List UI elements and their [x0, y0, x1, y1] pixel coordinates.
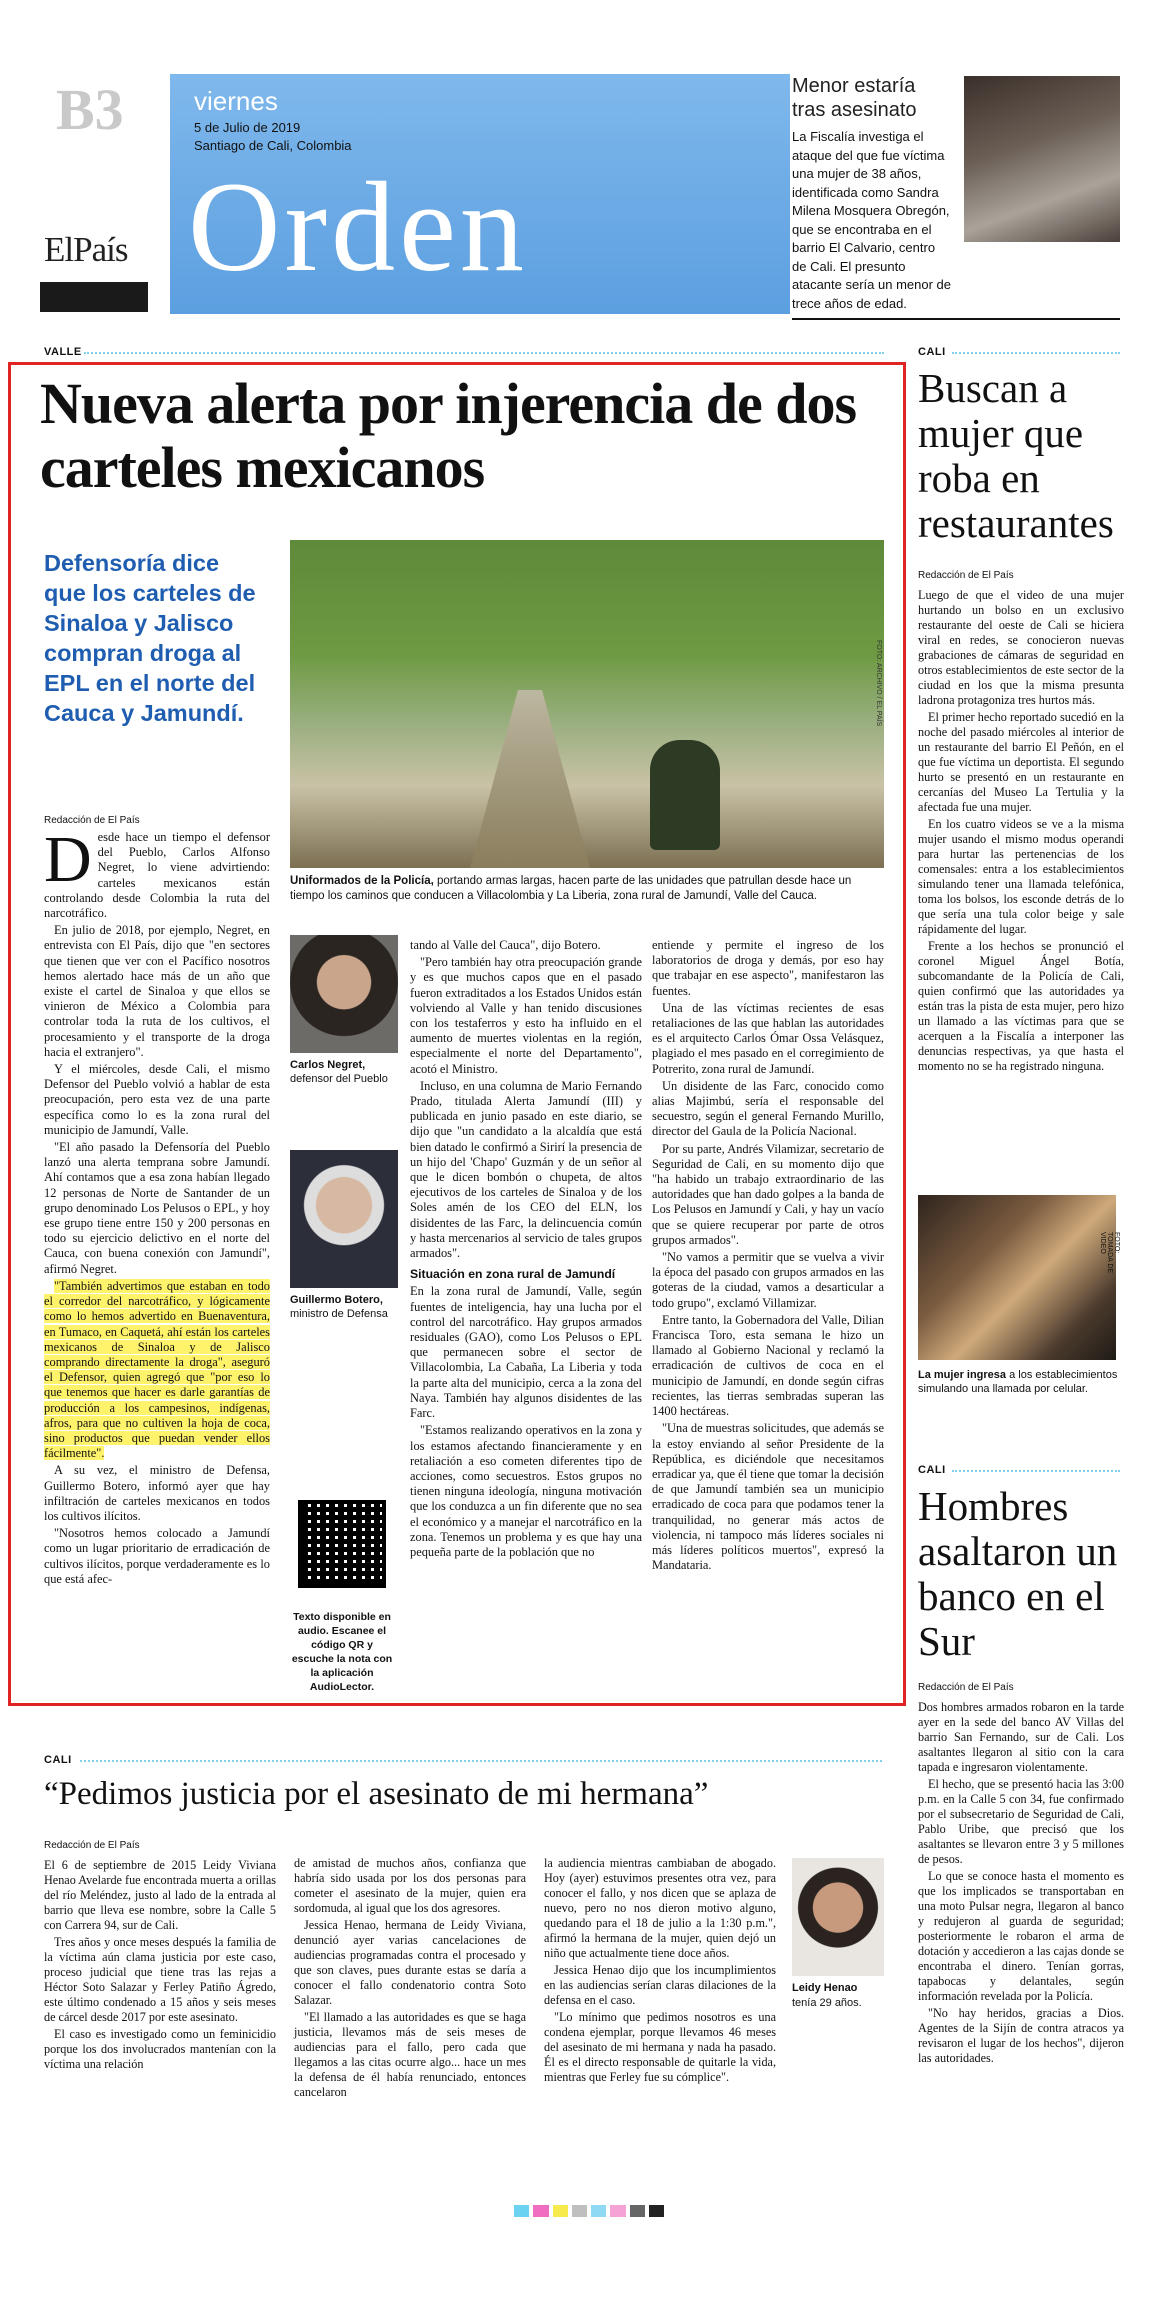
side1-p1: Luego de que el video de una mujer hurtando un bolso en un exclusivo restaurante del oeste de Cali se hiciera viral en redes, se conocieron nuevas grabaciones de cámaras de seguridad en otros establecimientos de este sector de la ciudad en los que la misma presunta ladrona protagoniza tres hurtos más.: [918, 588, 1124, 707]
brand-logo: ElPaís: [44, 230, 128, 269]
bottom-kicker-rule: [80, 1760, 882, 1762]
portrait-name: Guillermo Botero,: [290, 1294, 383, 1306]
bottom-c2p3: "El llamado a las autoridades es que se haga justicia, llevamos más de seis meses de audiencias para el fallo, pero cada que llegamos a las citas ocurre algo... hace un mes la defensa de él había renunciado, entonces cancelaron: [294, 2010, 526, 2099]
main-c3p5: "Estamos realizando operativos en la zona y los estamos afectando financieramente y en retaliación a eso cometen diferentes tipo de acciones, como secuestros. Estos grupos no tienen ninguna ideología, ninguna motivación que los conduzca a un fin diferente que no sea el económico y a manejar el narcotráfico en la zona. Tenemos un problema y es que hay una pequeña parte de la población que no: [410, 1423, 642, 1559]
main-c1p2: En julio de 2018, por ejemplo, Negret, en entrevista con El País, dijo que "en sectores que tienen que ver con el Pacífico nosotros hemos alertado hace más de un año que existe el cartel de Sinaloa y que ellos se vinieron de México a Colombia para controlar toda la ruta de los cultivos, el procesamiento y el transporte de la droga hacia el extranjero".: [44, 923, 270, 1059]
side2-body: [918, 1700, 1124, 2068]
side1-kicker-rule: [952, 352, 1120, 354]
portrait-negret: [290, 935, 398, 1053]
main-kicker: VALLE: [44, 346, 82, 358]
main-photo: [290, 540, 884, 868]
side1-p2: El primer hecho reportado sucedió en la noche del pasado miércoles al interior de un restaurante del barrio El Peñón, en el que fue víctima un deportista. El segundo hurto se presentó en un restaurante en cercanías del Museo La Tertulia y la afectada fue una mujer.: [918, 710, 1124, 814]
side2-p3: Lo que se conoce hasta el momento es que los implicados se transportaban en una moto Pulsar negra, llegaron al banco y redujeron al guarda de seguridad; posteriormente le robaron el arma de dotación y accedieron a las cajas donde se encontraba el dinero. Tenían gorras, tapabocas y delantales, según información revelada por la Policía.: [918, 1869, 1124, 2003]
main-c3p3: Incluso, en una columna de Mario Fernando Prado, titulada Alerta Jamundí (III) y publicada en junio pasado en este diario, se dijo que "un candidato a la alcaldía que está bien datado le confirmó a Sirirí la presencia de un hijo del 'Chapo' Guzmán y de un señor al que le dicen bombón o chupeta, de altos ejecutivos de los carteles de Sinaloa y de los Soles amén de los CEO del ELN, los disidentes de las Farc, la delincuencia común y hasta mercenarios al servicio de tales grupos armados".: [410, 1078, 642, 1261]
side1-headline: Buscan a mujer que roba en restaurantes: [918, 365, 1114, 546]
teaser-photo: [964, 76, 1120, 242]
side1-body: [918, 588, 1124, 1076]
main-c4p1: entiende y permite el ingreso de los laboratorios de droga y demás, por eso hay que trabajar en ese aspecto", manifestaron las fuentes.: [652, 938, 884, 998]
main-c1p3: Y el miércoles, desde Cali, el mismo Defensor del Pueblo volvió a hablar de esta preocupación, pero esta vez de una parte específica como lo es la zona rural del municipio de Jamundí, Valle.: [44, 1062, 270, 1137]
side2-p4: "No hay heridos, gracias a Dios. Agentes de la Sijín de contra atracos ya revisaron el lugar de los hechos", dijeron las autoridades.: [918, 2006, 1124, 2065]
side1-caption: [918, 1368, 1124, 1396]
portrait-leidy-role: tenía 29 años.: [792, 1997, 862, 2009]
main-c4p6: Entre tanto, la Gobernadora del Valle, Dilian Francisca Toro, esta semana le hizo un llamado al Gobierno Nacional y reclamó la erradicación de cultivos de coca en el municipio de Jamundí, en donde según cifras recientes, las tierras sembradas superan las 1400 hectáreas.: [652, 1312, 884, 1419]
date-label: 5 de Julio de 2019: [194, 120, 301, 135]
bottom-c3p3: "Lo mínimo que pedimos nosotros es una condena ejemplar, porque llevamos 46 meses del asesinato de mi hermana y nada ha pasado. Él es el directo responsable de quitarle la vida, mientras que Ferley fue su cómplice".: [544, 2010, 776, 2084]
bottom-c3p1: la audiencia mientras cambiaban de abogado. Hoy (ayer) estuvimos presentes otra vez, para conocer el fallo, y nos dicen que se aplaza de nuevo, pero no nos dieron motivo alguno, quedando para el 18 de julio a la 1:30 p.m.", afirmó la hermana de la mujer, quien dejó un niño que actualmente tiene doce años.: [544, 1856, 776, 1960]
bottom-c2p1: de amistad de muchos años, confianza que habría sido usada por los dos personas para cometer el asesinato de la mujer, quien era sordomuda, al igual que los dos agresores.: [294, 1856, 526, 1915]
qr-code[interactable]: [298, 1500, 386, 1588]
main-c4p5: "No vamos a permitir que se vuelva a vivir la época del pasado con grupos armados en las goteras de la ciudad, vamos a desarticular a todo grupo", exclamó Villamizar.: [652, 1250, 884, 1310]
highlighted-quote: "También advertimos que estaban en todo el corredor del narcotráfico, y lógicamente como lo hemos advertido en Buenaventura, en Tumaco, en Caquetá, ahí están los carteles mexicanos de Sinaloa y de Jalisco comprando directamente la droga", aseguró el Defensor, quien agregó que "por eso lo que tenemos que hacer es darle garantías de producción a los campesinos, indígenas, afros, para que no cultiven la hoja de coca, sino productos que puedan vender ellos fácilmente".: [44, 1278, 270, 1461]
main-c1p6: A su vez, el ministro de Defensa, Guillermo Botero, informó ayer que hay infiltración de carteles mexicanos en todos los cultivos ilícitos.: [44, 1463, 270, 1523]
main-c1p4: "El año pasado la Defensoría del Pueblo lanzó una alerta temprana sobre Jamundí. Ahí contamos que a esa zona habían llegado 12 personas de Norte de Santander de un grupo denominado Los Pelusos o EPL, y hoy ese grupo tiene entre 150 y 200 personas en todo su ejercicio delictivo en el norte del Cauca, con buena conexión con Jamundí", afirmó Negret.: [44, 1140, 270, 1276]
main-c4p3: Un disidente de las Farc, conocido como alias Majimbú, sería el responsable del secuestro, según el general Fernando Murillo, director del Gaula de la Policía Nacional.: [652, 1078, 884, 1139]
main-deck: Defensoría dice que los carteles de Sinaloa y Jalisco compran droga al EPL en el norte del Cauca y Jamundí.: [44, 550, 256, 726]
main-c4p4: Por su parte, Andrés Vilamizar, secretario de Seguridad de Cali, en su momento dijo que "ha habido un trabajo extraordinario de las autoridades que han dado golpes a la banda de Los Pelusos en Jamundí y Cali, y hay un vacío que se quiere recuperar por parte de otros grupos armados".: [652, 1141, 884, 1247]
main-c3p2: "Pero también hay otra preocupación grande y es que muchos capos que en el pasado fueron extraditados a los Estados Unidos están volviendo al Valle y han tenido discusiones con los testaferros y esto ha influido en el aumento de muertes violentas en la región, especialmente el norte del Departamento", acotó el Ministro.: [410, 955, 642, 1076]
bottom-c2p2: Jessica Henao, hermana de Leidy Viviana, denunció ayer varias cancelaciones de audiencias programadas contra el procesado y que son claves, pues durante estas se daría a conocer el fallo condenatorio contra Soto Salazar.: [294, 1918, 526, 2007]
portrait-leidy-name: Leidy Henao: [792, 1982, 858, 1994]
portrait-role: defensor del Pueblo: [290, 1073, 388, 1085]
caption-text: a los establecimientos simulando una llamada por celular.: [918, 1369, 1118, 1395]
side1-kicker: CALI: [918, 346, 946, 358]
dropcap: D: [44, 823, 92, 896]
main-c3p4: En la zona rural de Jamundí, Valle, según fuentes de inteligencia, hay una lucha por el control del narcotráfico. Hay grupos armados residuales (GAO), como Los Pelusos o EPL que permanecen sobre el sector de Villacolombia, La Cabaña, La Liberia y toda la parte alta del municipio, cerca a la zona del Naya. También hay algunos disidentes de las Farc.: [410, 1284, 642, 1421]
bottom-kicker: CALI: [44, 1754, 72, 1766]
main-kicker-rule: [84, 352, 884, 354]
main-c1p7: "Nosotros hemos colocado a Jamundí como un lugar prioritario de erradicación de cultivos ilícitos, porque verdaderamente es lo que está afec-: [44, 1526, 270, 1586]
teaser-body: La Fiscalía investiga el ataque del que fue víctima una mujer de 38 años, identificada como Sandra Milena Mosquera Obregón, que se encontraba en el barrio El Calvario, centro de Cali. El presunto atacante sería un menor de trece años de edad.: [792, 129, 951, 311]
side1-byline: Redacción de El País: [918, 570, 1014, 581]
side2-byline: Redacción de El País: [918, 1682, 1014, 1693]
side2-kicker: CALI: [918, 1464, 946, 1476]
brand-bar: [40, 282, 148, 312]
main-headline: Nueva alerta por injerencia de dos carteles mexicanos: [40, 371, 857, 500]
side1-p3: En los cuatro videos se ve a la misma mujer usando el mismo modus operandi para hurtar las pertenencias de los comensales: entra a los establecimientos simulando tener una llamada telefónica, toma los bolsos, los esconde detrás de lo que sería una tula color beige y sale rápidamente del lugar.: [918, 817, 1124, 936]
portrait-role: ministro de Defensa: [290, 1308, 388, 1320]
side2-p2: El hecho, que se presentó hacia las 3:00 p.m. en la Calle 5 con 34, fue confirmado por el subsecretario de Seguridad de Cali, Pablo Uribe, que precisó que los asaltantes se llevaron entre 3 y 5 millones de pesos.: [918, 1777, 1124, 1866]
page-number: B3: [56, 77, 124, 142]
caption-bold: La mujer ingresa: [918, 1369, 1007, 1381]
bottom-byline: Redacción de El País: [44, 1840, 140, 1851]
main-c1p5: [44, 1279, 270, 1461]
side2-kicker-rule: [952, 1470, 1120, 1472]
main-c4p7: "Una de muestras solicitudes, que además se la estoy enviando al señor Presidente de la República, es diciéndole que necesitamos erradicar ya, que él tiene que tomar la decisión de que Jamundí también sea un municipio erradicado de coca para que podamos tener la tranquilidad, no generar más actos de violencia, ni tampoco más líderes sociales ni más líderes políticos muertos", expresó la Mandataria.: [652, 1421, 884, 1573]
section-title: Orden: [188, 156, 528, 298]
main-c4p2: Una de las víctimas recientes de esas retaliaciones de las que hablan las autoridades es el arquitecto Carlos Ómar Ossa Velásquez, plagiado el mes pasado en el corregimiento de Potrerito, zona rural de Jamundí.: [652, 1000, 884, 1076]
city-label: Santiago de Cali, Colombia: [194, 138, 352, 153]
portrait-negret-caption: [290, 1058, 400, 1086]
main-photo-credit: FOTO: ARCHIVO / EL PAÍS: [875, 640, 882, 727]
bottom-col-2: [294, 1856, 526, 2102]
main-col-3: [410, 938, 642, 1562]
motorcyclist: [650, 740, 720, 850]
portrait-botero: [290, 1150, 398, 1288]
day-label: viernes: [194, 86, 278, 116]
road: [470, 690, 590, 868]
bottom-c1p3: El caso es investigado como un feminicidio porque los dos involucrados mantenían con la víctima una relación: [44, 2027, 276, 2071]
teaser-title: Menor estaría tras asesinato: [792, 75, 917, 121]
print-color-bar: [514, 2205, 664, 2217]
main-c1p1: esde hace un tiempo el defensor del Pueblo, Carlos Alfonso Negret, lo viene advirtiendo: carteles mexicanos están controlando desde Colombia la ruta del narcotráfico.: [44, 830, 270, 921]
portrait-botero-caption: [290, 1293, 400, 1321]
side1-photo-credit: FOTO: TOMADA DE VIDEO: [1099, 1232, 1120, 1274]
bottom-c3p2: Jessica Henao dijo que los incumplimientos en las audiencias serían claras dilaciones de la defensa en el caso.: [544, 1963, 776, 2007]
caption-text: portando armas largas, hacen parte de las unidades que patrullan desde hace un tiempo los caminos que conducen a Villacolombia y La Liberia, zona rural de Jamundí, Valle del Cauca.: [290, 875, 852, 902]
main-col-1: [44, 823, 270, 1589]
masthead: [40, 70, 1120, 330]
bottom-col-1: [44, 1858, 276, 2074]
side1-p4: Frente a los hechos se pronunció el coronel Miguel Ángel Botía, subcomandante de la Policía de Cali, quien confirmó que las autoridades ya están tras la pista de esta mujer, pero hizo un llamado a las víctimas para que se acerquen a la Fiscalía a interponer las denuncias respectivas, ya que hasta el momento no se ha registrado ninguna.: [918, 939, 1124, 1073]
bottom-col-3: [544, 1856, 776, 2087]
bottom-headline: “Pedimos justicia por el asesinato de mi hermana”: [44, 1776, 709, 1812]
qr-text: Texto disponible en audio. Escanee el código QR y escuche la nota con la aplicación AudioLector.: [291, 1611, 393, 1693]
side2-p1: Dos hombres armados robaron en la tarde ayer en la sede del banco AV Villas del barrio San Fernando, sur de Cali. Los asaltantes llegaron al sitio con la cara tapada e ingresaron violentamente.: [918, 1700, 1124, 1774]
main-col-4: [652, 938, 884, 1575]
portrait-name: Carlos Negret,: [290, 1059, 366, 1071]
main-photo-caption: [290, 874, 884, 904]
side2-headline: Hombres asaltaron un banco en el Sur: [918, 1483, 1118, 1664]
side1-photo: [918, 1195, 1116, 1360]
caption-bold: Uniformados de la Policía,: [290, 875, 434, 887]
portrait-leidy: [792, 1858, 884, 1976]
main-byline: Redacción de El País: [44, 815, 140, 826]
bottom-c1p1: El 6 de septiembre de 2015 Leidy Viviana Henao Avelarde fue encontrada muerta a orillas del río Meléndez, justo al lado de la entrada al barrio que lleva ese nombre, sobre la Calle 5 con Carrera 94, sur de Cali.: [44, 1858, 276, 1932]
teaser-divider: [792, 318, 1120, 320]
bottom-c1p2: Tres años y once meses después la familia de la víctima aún clama justicia por este caso, proceso judicial que tiene tras las rejas a Héctor Soto Salazar y Ferley Patiño Ágredo, este último condenado a 15 años y seis meses de cárcel desde 2017 por este asesinato.: [44, 1935, 276, 2024]
main-c3p1: tando al Valle del Cauca", dijo Botero.: [410, 938, 601, 952]
main-c3-subhead: Situación en zona rural de Jamundí: [410, 1267, 616, 1282]
